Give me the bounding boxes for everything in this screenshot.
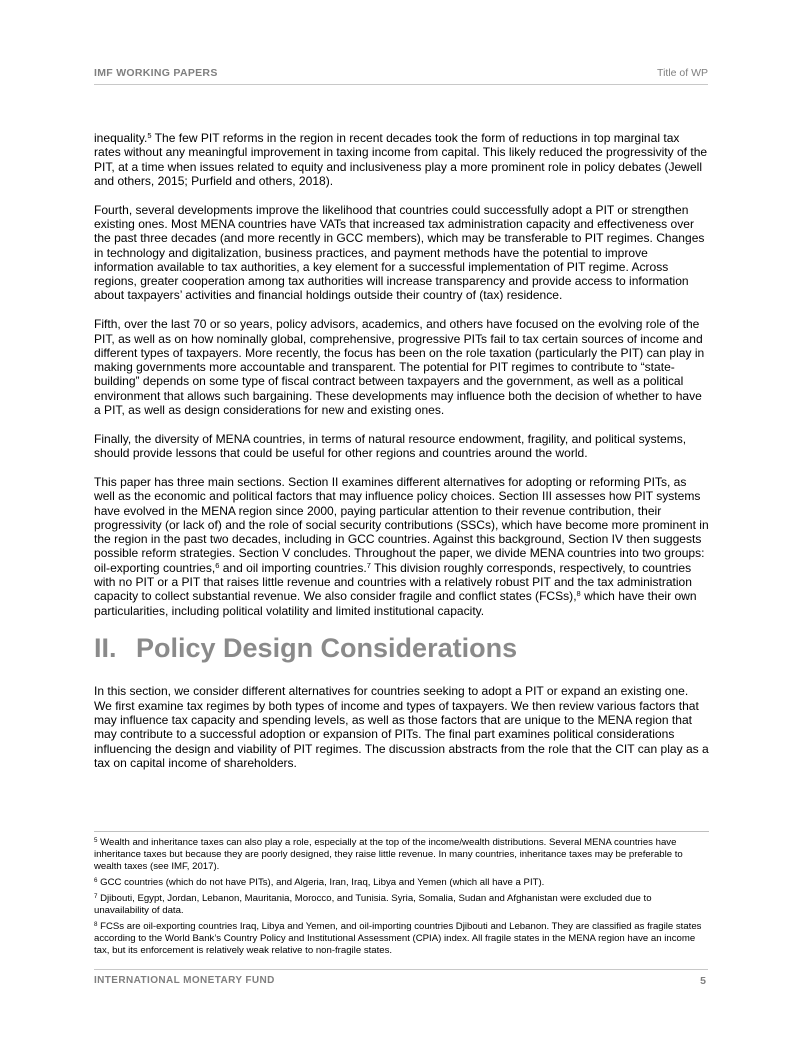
paragraph-section-intro: In this section, we consider different alternatives for countries seeking to adopt a PIT or expand an existing one. We first examine tax regimes by both types of income and types of taxpayers. We then review various factors that may influence tax capacity and spending levels, as well as those factors that are unique to the MENA region that may contribute to a successful adoption or expansion of PITs. The final part examines political considerations influencing the design and viability of PIT regimes. The discussion abstracts from the role that the CIT can play as a tax on capital income of shareholders. [94, 684, 709, 770]
paragraph-text: This paper has three main sections. Section II examines different alternatives for adopting or reforming PITs, as well as the economic and political factors that may influence policy choices. Section III assesses how PIT systems have evolved in the MENA region since 2000, paying particular attention to their revenue contribution, their progressivity (or lack of) and the role of social security contributions (SSCs), which have become more prominent in the region in the past two decades, including in GCC countries. Against this background, Section IV then suggests possible reform strategies. Section V concludes. Throughout the paper, we divide MENA countries into two groups: oil-exporting countries, [94, 474, 709, 575]
footnote-text: FCSs are oil-exporting countries Iraq, Libya and Yemen, and oil-importing countries Djibouti and Lebanon. They are classified as fragile states according to the World Bank’s Country Policy and Institutional Assessment (CPIA) index. All fragile states in the MENA region have an income tax, but its enforcement is relatively weak relative to non-fragile states. [94, 921, 702, 956]
section-number: II. [94, 633, 117, 664]
body-content [94, 131, 709, 785]
footnote-5 [94, 837, 709, 873]
paragraph-text: and oil importing countries. [219, 560, 367, 575]
footnote-7 [94, 893, 709, 917]
footnote-6 [94, 877, 709, 889]
paragraph-paper-structure [94, 475, 709, 618]
page-number: 5 [700, 975, 706, 987]
footnote-ref-7[interactable]: 7 [366, 560, 371, 570]
running-footer-publisher: INTERNATIONAL MONETARY FUND [94, 975, 275, 986]
footnote-divider [94, 831, 709, 832]
paragraph-text: This division roughly corresponds, respectively, to countries with no PIT or a PIT that raises little revenue and countries with a relatively robust PIT and the tax administration capacity to collect substantial revenue. We also consider fragile and conflict states (FCSs), [94, 560, 692, 604]
footnote-text: Wealth and inheritance taxes can also play a role, especially at the top of the income/wealth distributions. Several MENA countries have inheritance taxes but because they are poorly designed, they raise little revenue. In many countries, inheritance taxes may be preferable to wealth taxes (see IMF, 2017). [94, 837, 683, 872]
footnotes [94, 837, 709, 961]
paragraph-text: The few PIT reforms in the region in recent decades took the form of reductions in top marginal tax rates without any meaningful improvement in taxing income from capital. This likely reduced the progressivity of the PIT, at a time when issues related to equity and inclusiveness play a more prominent role in policy debates (Jewell and others, 2015; Purfield and others, 2018). [94, 131, 708, 188]
running-header-title: IMF WORKING PAPERS [94, 67, 218, 79]
running-header-paper-title: Title of WP [657, 67, 708, 79]
footnote-number: 6 [94, 877, 98, 884]
footnote-number: 5 [94, 837, 98, 844]
paragraph-inequality [94, 131, 709, 188]
paragraph-finally: Finally, the diversity of MENA countries, in terms of natural resource endowment, fragility, and political systems, should provide lessons that could be useful for other regions and countries around the world. [94, 431, 687, 461]
footnote-ref-8[interactable]: 8 [576, 589, 581, 599]
footnote-number: 7 [94, 893, 98, 900]
footnote-text: Djibouti, Egypt, Jordan, Lebanon, Mauritania, Morocco, and Tunisia. Syria, Somalia, Sudan and Afghanistan were excluded due to unavailability of data. [94, 893, 652, 916]
section-heading [94, 632, 709, 664]
footnote-8 [94, 921, 709, 957]
paragraph-fourth: Fourth, several developments improve the likelihood that countries could successfully adopt a PIT or strengthen existing ones. Most MENA countries have VATs that increased tax administration capacity and effectiveness over the past three decades (and more recently in GCC members), which may be transferable to PIT regimes. Changes in technology and digitalization, business practices, and payment methods have the potential to improve information available to tax authorities, a key element for a successful implementation of PIT regime. Across regions, greater cooperation among tax authorities will increase transparency and provide access to information about taxpayers’ activities and financial holdings outside their country of (tax) residence. [94, 202, 705, 303]
footnote-text: GCC countries (which do not have PITs), and Algeria, Iran, Iraq, Libya and Yemen (which all have a PIT). [97, 877, 545, 888]
paragraph-text: which have their own particularities, including political volatility and limited institutional capacity. [94, 589, 697, 618]
footer-divider [94, 969, 708, 970]
paragraph-text: inequality. [94, 131, 148, 145]
section-title: Policy Design Considerations [136, 633, 518, 664]
header-divider [94, 84, 708, 85]
footnote-ref-6[interactable]: 6 [215, 560, 220, 570]
paragraph-fifth: Fifth, over the last 70 or so years, policy advisors, academics, and others have focused on the evolving role of the PIT, as well as on how nominally global, comprehensive, progressive PITs fail to tax certain sources of income and different types of taxpayers. More recently, the focus has been on the role taxation (particularly the PIT) can play in making governments more accountable and transparent. The potential for PIT regimes to contribute to “state-building” depends on some type of fiscal contract between taxpayers and the government, as well as a political environment that allows such bargaining. These developments may influence both the decision of whether to have a PIT, as well as design considerations for new and existing ones. [94, 317, 705, 418]
footnote-ref-5[interactable]: 5 [147, 131, 152, 140]
footnote-number: 8 [94, 921, 98, 928]
